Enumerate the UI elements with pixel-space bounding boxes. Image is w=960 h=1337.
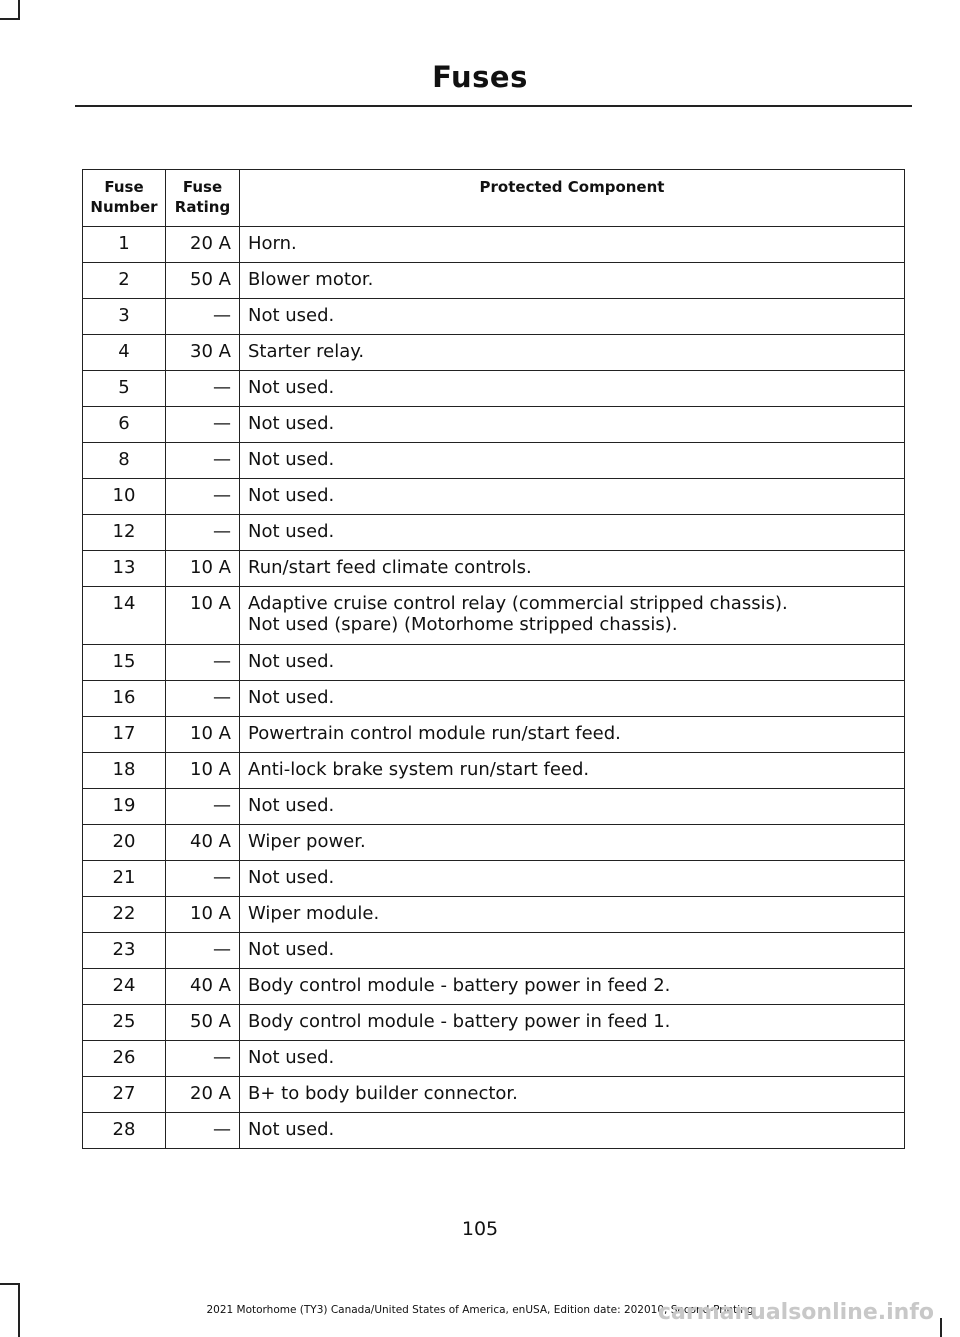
fuse-number-cell: 25 (83, 1005, 166, 1041)
fuse-number-cell: 20 (83, 825, 166, 861)
header-fuse-number: Fuse Number (83, 170, 166, 227)
table-row (83, 263, 905, 299)
fuse-rating-cell: — (166, 1041, 240, 1077)
fuse-rating-cell: 20 A (166, 227, 240, 263)
component-text: Not used. (248, 867, 335, 888)
table-row (83, 1005, 905, 1041)
fuse-number-cell: 1 (83, 227, 166, 263)
component-text: Wiper power. (248, 831, 366, 852)
fuse-rating-cell: — (166, 299, 240, 335)
protected-component-cell (240, 479, 905, 515)
table-row (83, 1077, 905, 1113)
component-text: Not used. (248, 1119, 335, 1140)
table-row (83, 789, 905, 825)
page-number: 105 (461, 1218, 499, 1240)
header-fuse-rating: Fuse Rating (166, 170, 240, 227)
table-row (83, 551, 905, 587)
component-text: Not used. (248, 413, 335, 434)
protected-component-cell (240, 1005, 905, 1041)
table-row (83, 969, 905, 1005)
protected-component-cell (240, 933, 905, 969)
fuse-number-cell: 5 (83, 371, 166, 407)
component-text: Anti-lock brake system run/start feed. (248, 759, 590, 780)
fuse-number-cell: 27 (83, 1077, 166, 1113)
protected-component-cell (240, 861, 905, 897)
crop-mark (0, 18, 20, 20)
table-row (83, 681, 905, 717)
fuse-number-cell: 17 (83, 717, 166, 753)
fuse-rating-cell: 10 A (166, 753, 240, 789)
title-rule (75, 105, 912, 107)
component-text: Adaptive cruise control relay (commercial stripped chassis). (248, 593, 788, 614)
crop-mark (940, 1318, 942, 1337)
fuse-rating-cell: — (166, 681, 240, 717)
component-text: Not used. (248, 687, 335, 708)
component-text: Starter relay. (248, 341, 365, 362)
fuse-rating-cell: 40 A (166, 825, 240, 861)
component-text: B+ to body builder connector. (248, 1083, 518, 1104)
fuse-rating-cell: 50 A (166, 1005, 240, 1041)
component-text: Horn. (248, 233, 297, 254)
protected-component-cell (240, 825, 905, 861)
page-title: Fuses (432, 60, 528, 94)
fuse-rating-cell: 50 A (166, 263, 240, 299)
fuse-number-cell: 14 (83, 587, 166, 645)
table-row (83, 753, 905, 789)
component-text: Not used. (248, 449, 335, 470)
table-row (83, 897, 905, 933)
table-row (83, 515, 905, 551)
table-header-row (83, 170, 905, 227)
protected-component-cell (240, 1041, 905, 1077)
protected-component-cell (240, 299, 905, 335)
fuse-number-cell: 10 (83, 479, 166, 515)
fuse-number-cell: 19 (83, 789, 166, 825)
fuse-table (82, 169, 905, 1149)
protected-component-cell (240, 897, 905, 933)
table-row (83, 717, 905, 753)
watermark: carmanualsonline.info (658, 1300, 934, 1325)
fuse-rating-cell: — (166, 479, 240, 515)
protected-component-cell (240, 1077, 905, 1113)
fuse-rating-cell: 10 A (166, 897, 240, 933)
protected-component-cell (240, 1113, 905, 1149)
table-row (83, 479, 905, 515)
fuse-rating-cell: — (166, 861, 240, 897)
footer-text: 2021 Motorhome (TY3) Canada/United States of America, enUSA, Edition date: 202010, Second-Printing (206, 1304, 754, 1316)
fuse-number-cell: 12 (83, 515, 166, 551)
table-row (83, 299, 905, 335)
fuse-rating-cell: — (166, 1113, 240, 1149)
component-text: Powertrain control module run/start feed. (248, 723, 621, 744)
crop-mark (18, 0, 20, 20)
protected-component-cell (240, 443, 905, 479)
fuse-number-cell: 16 (83, 681, 166, 717)
protected-component-cell (240, 407, 905, 443)
component-text: Not used. (248, 939, 335, 960)
protected-component-cell (240, 717, 905, 753)
protected-component-cell (240, 753, 905, 789)
component-text: Not used. (248, 651, 335, 672)
fuse-rating-cell: 10 A (166, 551, 240, 587)
fuse-rating-cell: 10 A (166, 717, 240, 753)
protected-component-cell (240, 969, 905, 1005)
protected-component-cell (240, 789, 905, 825)
component-text: Not used. (248, 305, 335, 326)
fuse-number-cell: 23 (83, 933, 166, 969)
crop-mark (0, 1283, 20, 1285)
fuse-rating-cell: — (166, 789, 240, 825)
component-text-line2: Not used (spare) (Motorhome stripped chassis). (248, 614, 678, 635)
fuse-number-cell: 15 (83, 645, 166, 681)
protected-component-cell (240, 681, 905, 717)
fuse-number-cell: 18 (83, 753, 166, 789)
fuse-rating-cell: 40 A (166, 969, 240, 1005)
protected-component-cell (240, 515, 905, 551)
component-text: Body control module - battery power in feed 1. (248, 1011, 671, 1032)
table-row (83, 443, 905, 479)
fuse-number-cell: 2 (83, 263, 166, 299)
table-row (83, 825, 905, 861)
protected-component-cell (240, 263, 905, 299)
fuse-rating-cell: — (166, 407, 240, 443)
component-text: Run/start feed climate controls. (248, 557, 532, 578)
table-row (83, 1113, 905, 1149)
table-row (83, 407, 905, 443)
fuse-rating-cell: 20 A (166, 1077, 240, 1113)
fuse-number-cell: 4 (83, 335, 166, 371)
component-text: Not used. (248, 377, 335, 398)
fuse-number-cell: 6 (83, 407, 166, 443)
table-row (83, 1041, 905, 1077)
fuse-rating-cell: — (166, 933, 240, 969)
fuse-rating-cell: — (166, 515, 240, 551)
component-text: Not used. (248, 795, 335, 816)
component-text: Not used. (248, 485, 335, 506)
protected-component-cell (240, 645, 905, 681)
component-text: Wiper module. (248, 903, 380, 924)
fuse-rating-cell: — (166, 371, 240, 407)
fuse-rating-cell: — (166, 443, 240, 479)
fuse-number-cell: 8 (83, 443, 166, 479)
table-row (83, 371, 905, 407)
fuse-rating-cell: 30 A (166, 335, 240, 371)
table-row (83, 645, 905, 681)
table-row (83, 587, 905, 645)
header-protected-component: Protected Component (240, 170, 905, 227)
fuse-number-cell: 28 (83, 1113, 166, 1149)
table-row (83, 227, 905, 263)
table-row (83, 335, 905, 371)
protected-component-cell (240, 587, 905, 645)
fuse-table-body (83, 227, 905, 1149)
component-text: Body control module - battery power in feed 2. (248, 975, 671, 996)
fuse-number-cell: 24 (83, 969, 166, 1005)
component-text: Blower motor. (248, 269, 374, 290)
table-row (83, 861, 905, 897)
protected-component-cell (240, 335, 905, 371)
protected-component-cell (240, 551, 905, 587)
component-text: Not used. (248, 521, 335, 542)
component-text: Not used. (248, 1047, 335, 1068)
protected-component-cell (240, 371, 905, 407)
fuse-number-cell: 3 (83, 299, 166, 335)
fuse-rating-cell: — (166, 645, 240, 681)
fuse-rating-cell: 10 A (166, 587, 240, 645)
fuse-number-cell: 21 (83, 861, 166, 897)
table-row (83, 933, 905, 969)
fuse-number-cell: 13 (83, 551, 166, 587)
fuse-number-cell: 22 (83, 897, 166, 933)
protected-component-cell (240, 227, 905, 263)
fuse-number-cell: 26 (83, 1041, 166, 1077)
